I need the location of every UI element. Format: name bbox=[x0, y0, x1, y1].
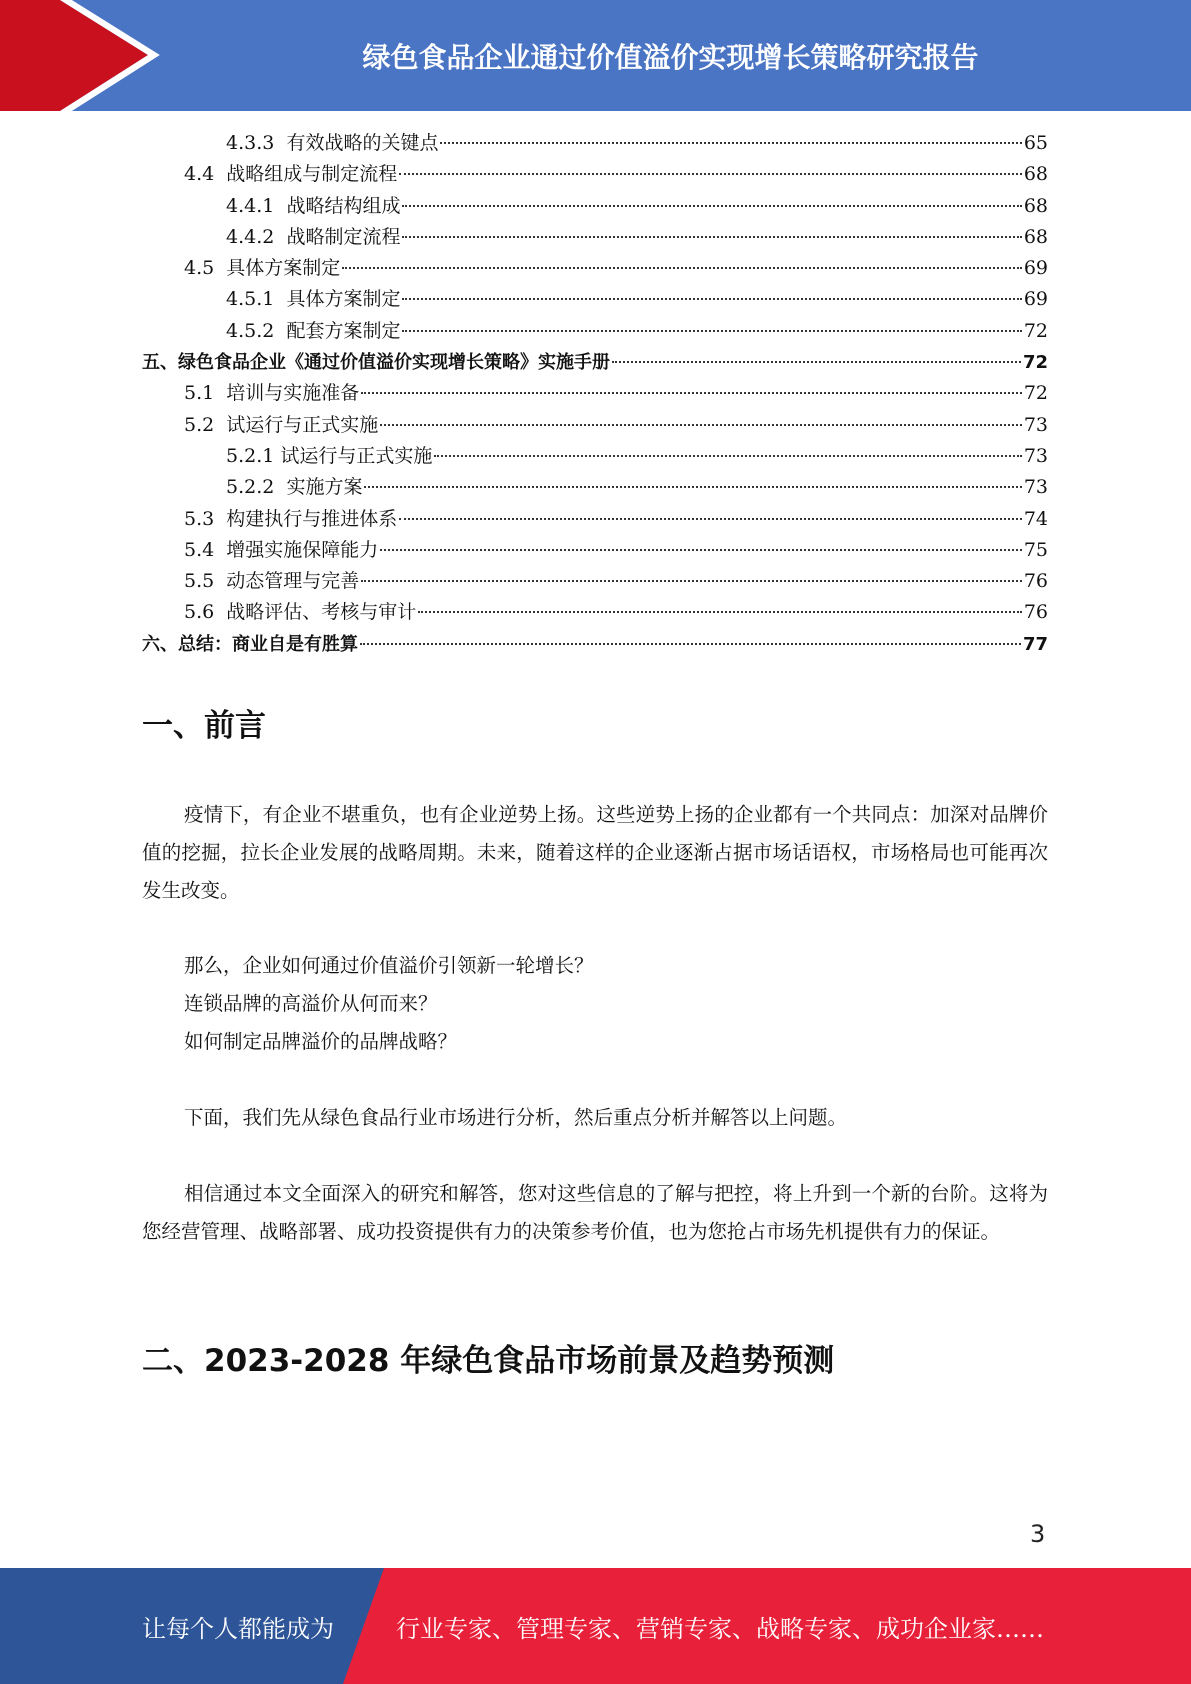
toc-entry[interactable] bbox=[142, 410, 1048, 441]
toc-entry-number: 4.5.2 bbox=[226, 319, 287, 342]
toc-entry-page: 68 bbox=[1023, 163, 1048, 186]
toc-dot-leader bbox=[399, 518, 1022, 520]
toc-entry-number: 4.4.1 bbox=[226, 194, 287, 217]
toc-entry[interactable] bbox=[142, 597, 1048, 628]
toc-dot-leader bbox=[364, 486, 1021, 488]
toc-entry-page: 74 bbox=[1023, 507, 1048, 530]
toc-entry-number: 5.2 bbox=[184, 413, 227, 436]
toc-entry-title: 构建执行与推进体系 bbox=[226, 507, 398, 530]
toc-dot-leader bbox=[342, 267, 1022, 269]
toc-entry-number: 5.3 bbox=[184, 507, 227, 530]
toc-entry-title: 动态管理与完善 bbox=[226, 570, 360, 593]
toc-entry-title: 战略制定流程 bbox=[286, 225, 401, 248]
question-line-2: 连锁品牌的高溢价从何而来？ bbox=[184, 992, 438, 1015]
toc-entry[interactable] bbox=[142, 222, 1048, 253]
toc-entry-page: 72 bbox=[1022, 352, 1048, 374]
footer-slogan-left: 让每个人都能成为 bbox=[142, 1614, 334, 1643]
toc-entry-title: 具体方案制定 bbox=[286, 288, 401, 311]
toc-entry-title: 六、总结：商业自是有胜算 bbox=[142, 633, 358, 655]
toc-entry-page: 76 bbox=[1023, 601, 1048, 624]
toc-dot-leader bbox=[402, 236, 1021, 238]
toc-entry-page: 75 bbox=[1023, 538, 1048, 561]
page-footer bbox=[0, 1568, 1191, 1684]
toc-entry-page: 69 bbox=[1023, 288, 1048, 311]
toc-entry-title: 培训与实施准备 bbox=[226, 382, 360, 405]
toc-entry-number: 4.4.2 bbox=[226, 225, 287, 248]
toc-entry[interactable] bbox=[142, 253, 1048, 284]
toc-entry-title: 配套方案制定 bbox=[286, 319, 401, 342]
toc-entry-number: 5.2.2 bbox=[226, 476, 287, 499]
toc-entry-title: 试运行与正式实施 bbox=[226, 413, 379, 436]
toc-entry[interactable] bbox=[142, 472, 1048, 503]
toc-entry-page: 72 bbox=[1023, 319, 1048, 342]
toc-entry[interactable] bbox=[142, 504, 1048, 535]
toc-entry[interactable] bbox=[142, 566, 1048, 597]
toc-entry-title: 战略结构组成 bbox=[286, 194, 401, 217]
toc-entry-number: 5.4 bbox=[184, 538, 227, 561]
table-of-contents bbox=[142, 128, 1048, 660]
toc-dot-leader bbox=[360, 643, 1021, 645]
toc-entry-number: 4.5 bbox=[184, 257, 227, 280]
toc-entry-number: 5.1 bbox=[184, 382, 227, 405]
toc-entry[interactable] bbox=[142, 159, 1048, 190]
toc-entry-page: 68 bbox=[1023, 225, 1048, 248]
toc-dot-leader bbox=[418, 611, 1022, 613]
toc-dot-leader bbox=[434, 455, 1021, 457]
toc-entry-number: 5.6 bbox=[184, 601, 227, 624]
header-title: 绿色食品企业通过价值溢价实现增长策略研究报告 bbox=[362, 40, 979, 74]
toc-dot-leader bbox=[440, 142, 1021, 144]
toc-entry-page: 76 bbox=[1023, 570, 1048, 593]
toc-entry[interactable] bbox=[142, 316, 1048, 347]
toc-entry[interactable] bbox=[142, 191, 1048, 222]
preface-paragraph-1: 疫情下，有企业不堪重负，也有企业逆势上扬。这些逆势上扬的企业都有一个共同点：加深对品牌价值的挖掘，拉长企业发展的战略周期。未来，随着这样的企业逐渐占据市场话语权，市场格局也可能再次发生改变。 bbox=[142, 803, 1048, 902]
toc-dot-leader bbox=[380, 424, 1022, 426]
toc-entry[interactable] bbox=[142, 378, 1048, 409]
toc-entry-page: 68 bbox=[1023, 194, 1048, 217]
section-heading-market-forecast: 二、2023-2028 年绿色食品市场前景及趋势预测 bbox=[142, 1343, 835, 1379]
toc-entry[interactable] bbox=[142, 347, 1048, 378]
toc-entry-number: 5.2.1 bbox=[226, 444, 281, 467]
toc-dot-leader bbox=[399, 173, 1022, 175]
preface-paragraph-3: 相信通过本文全面深入的研究和解答，您对这些信息的了解与把控，将上升到一个新的台阶。这将为您经营管理、战略部署、成功投资提供有力的决策参考价值，也为您抢占市场先机提供有力的保证。 bbox=[142, 1182, 1048, 1243]
toc-dot-leader bbox=[402, 298, 1021, 300]
toc-entry[interactable] bbox=[142, 535, 1048, 566]
footer-slogan-right: 行业专家、管理专家、营销专家、战略专家、成功企业家…… bbox=[396, 1614, 1044, 1643]
toc-entry-number: 4.3.3 bbox=[226, 132, 287, 154]
toc-entry[interactable] bbox=[142, 128, 1048, 159]
toc-entry[interactable] bbox=[142, 629, 1048, 660]
toc-entry-title: 五、绿色食品企业《通过价值溢价实现增长策略》实施手册 bbox=[142, 352, 610, 374]
section-heading-preface: 一、前言 bbox=[142, 708, 266, 744]
toc-entry-page: 73 bbox=[1023, 476, 1048, 499]
page-header bbox=[0, 0, 1191, 111]
question-line-3: 如何制定品牌溢价的品牌战略？ bbox=[184, 1030, 458, 1053]
toc-entry-title: 有效战略的关键点 bbox=[286, 132, 439, 154]
toc-dot-leader bbox=[361, 580, 1022, 582]
toc-entry[interactable] bbox=[142, 441, 1048, 472]
question-line-1: 那么，企业如何通过价值溢价引领新一轮增长？ bbox=[184, 954, 594, 977]
toc-dot-leader bbox=[361, 392, 1022, 394]
toc-entry-title: 战略评估、考核与审计 bbox=[226, 601, 417, 624]
preface-paragraph-2: 下面，我们先从绿色食品行业市场进行分析，然后重点分析并解答以上问题。 bbox=[184, 1106, 848, 1129]
toc-entry-number: 4.4 bbox=[184, 163, 227, 186]
toc-entry-page: 65 bbox=[1023, 132, 1048, 154]
toc-entry-page: 69 bbox=[1023, 257, 1048, 280]
toc-dot-leader bbox=[402, 330, 1021, 332]
toc-entry-title: 增强实施保障能力 bbox=[226, 538, 379, 561]
toc-entry-title: 具体方案制定 bbox=[226, 257, 341, 280]
toc-entry-page: 77 bbox=[1022, 633, 1048, 655]
toc-entry-page: 72 bbox=[1023, 382, 1048, 405]
toc-dot-leader bbox=[402, 205, 1021, 207]
toc-entry-number: 4.5.1 bbox=[226, 288, 287, 311]
toc-entry-page: 73 bbox=[1023, 444, 1048, 467]
toc-dot-leader bbox=[612, 361, 1021, 363]
toc-entry-number: 5.5 bbox=[184, 570, 227, 593]
toc-dot-leader bbox=[380, 549, 1022, 551]
toc-entry-title: 战略组成与制定流程 bbox=[226, 163, 398, 186]
toc-entry[interactable] bbox=[142, 284, 1048, 315]
toc-entry-title: 实施方案 bbox=[286, 476, 363, 499]
toc-entry-title: 试运行与正式实施 bbox=[280, 444, 433, 467]
toc-entry-page: 73 bbox=[1023, 413, 1048, 436]
page-number: 3 bbox=[1030, 1520, 1046, 1548]
